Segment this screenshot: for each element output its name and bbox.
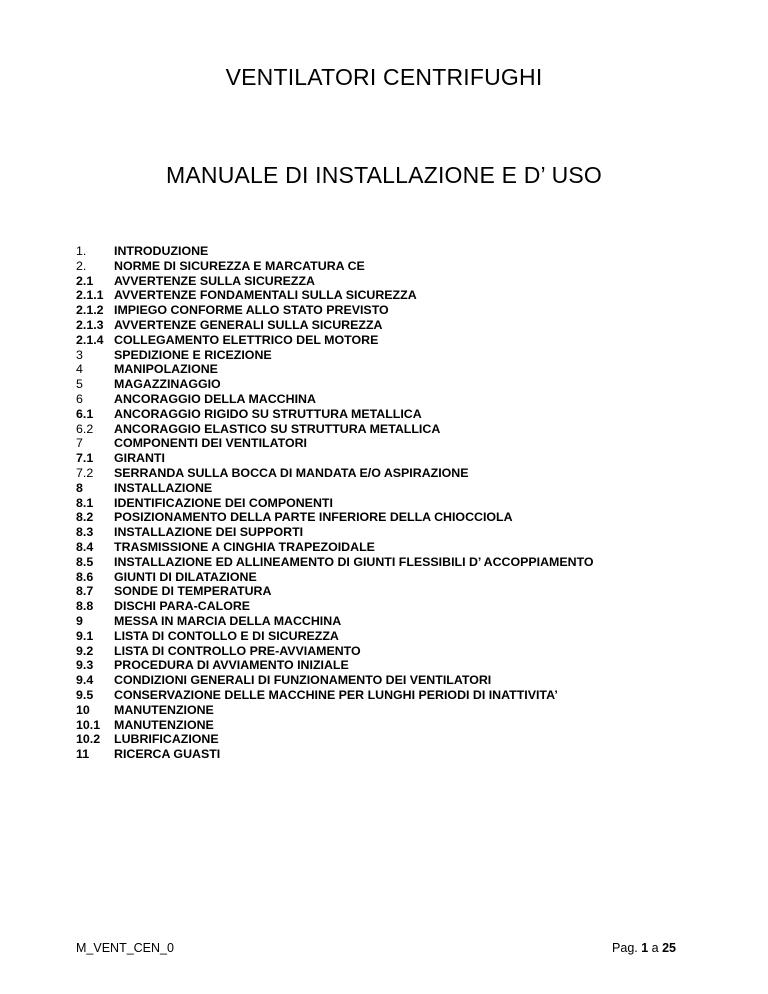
toc-item-label: INSTALLAZIONE ED ALLINEAMENTO DI GIUNTI FLESSIBILI D’ ACCOPPIAMENTO (114, 554, 594, 569)
toc-item-number: 9.3 (76, 658, 94, 673)
toc-item (76, 570, 594, 585)
toc-item-label: COLLEGAMENTO ELETTRICO DEL MOTORE (114, 332, 379, 347)
toc-item-number: 5 (76, 377, 83, 392)
toc-item-label: LISTA DI CONTOLLO E DI SICUREZZA (114, 628, 339, 643)
toc-item-label: SPEDIZIONE E RICEZIONE (114, 347, 272, 362)
toc-item-label: IDENTIFICAZIONE DEI COMPONENTI (114, 495, 333, 510)
toc-item-label: ANCORAGGIO RIGIDO SU STRUTTURA METALLICA (114, 406, 422, 421)
toc-item-label: IMPIEGO CONFORME ALLO STATO PREVISTO (114, 303, 389, 318)
toc-item-number: 6.2 (76, 421, 94, 436)
page-current: 1 (641, 941, 649, 955)
toc-item-label: MESSA IN MARCIA DELLA MACCHINA (114, 613, 342, 628)
toc-item (76, 658, 594, 673)
toc-item (76, 318, 594, 333)
toc-item (76, 510, 594, 525)
page-separator: a (648, 941, 663, 955)
toc-item-number: 2.1.3 (76, 317, 104, 332)
toc-item-number: 9.2 (76, 643, 94, 658)
toc-item (76, 732, 594, 747)
toc-item (76, 377, 594, 392)
toc-item (76, 481, 594, 496)
page-total: 25 (662, 941, 676, 955)
toc-item-label: PROCEDURA DI AVVIAMENTO INIZIALE (114, 658, 349, 673)
toc-item-number: 2.1.4 (76, 332, 104, 347)
toc-item (76, 392, 594, 407)
toc-item-label: ANCORAGGIO DELLA MACCHINA (114, 391, 316, 406)
toc-item-number: 2. (76, 258, 87, 273)
toc-item (76, 362, 594, 377)
toc-item (76, 348, 594, 363)
toc-item-number: 8.1 (76, 495, 94, 510)
toc-item (76, 259, 594, 274)
toc-item-number: 8 (76, 480, 83, 495)
toc-item (76, 244, 594, 259)
toc-item (76, 288, 594, 303)
toc-item (76, 629, 594, 644)
toc-item (76, 303, 594, 318)
toc-item (76, 274, 594, 289)
toc-item-label: LUBRIFICAZIONE (114, 732, 219, 747)
toc-item (76, 540, 594, 555)
toc-item-label: MANUTENZIONE (114, 717, 214, 732)
toc-item-number: 2.1.1 (76, 288, 104, 303)
toc-item-number: 8.6 (76, 569, 94, 584)
toc-item-number: 4 (76, 362, 83, 377)
toc-item (76, 407, 594, 422)
toc-item-label: DISCHI PARA-CALORE (114, 599, 251, 614)
toc-item-number: 10.1 (76, 717, 101, 732)
toc-item-number: 8.5 (76, 554, 94, 569)
toc-item-number: 7.1 (76, 451, 94, 466)
toc-item-number: 2.1 (76, 273, 94, 288)
toc-item-label: AVVERTENZE GENERALI SULLA SICUREZZA (114, 317, 383, 332)
toc-item-label: RICERCA GUASTI (114, 747, 221, 762)
toc-item-number: 10.2 (76, 732, 101, 747)
toc-item-number: 10 (76, 702, 90, 717)
toc-item (76, 525, 594, 540)
toc-item (76, 747, 594, 762)
toc-item-label: CONDIZIONI GENERALI DI FUNZIONAMENTO DEI VENTILATORI (114, 673, 492, 688)
toc-item (76, 599, 594, 614)
document-subtitle: MANUALE DI INSTALLAZIONE E D’ USO (165, 162, 603, 188)
toc-item (76, 688, 594, 703)
toc-item-label: GIUNTI DI DILATAZIONE (114, 569, 257, 584)
toc-item-number: 9 (76, 613, 83, 628)
footer-page-number (612, 941, 676, 955)
toc-item-number: 8.2 (76, 510, 94, 525)
toc-item (76, 436, 594, 451)
toc-item-label: COMPONENTI DEI VENTILATORI (114, 436, 307, 451)
toc-item-label: GIRANTI (114, 451, 165, 466)
toc-item-label: TRASMISSIONE A CINGHIA TRAPEZOIDALE (114, 539, 375, 554)
toc-item-label: INSTALLAZIONE DEI SUPPORTI (114, 525, 304, 540)
toc-item-label: POSIZIONAMENTO DELLA PARTE INFERIORE DELLA CHIOCCIOLA (114, 510, 513, 525)
toc-item (76, 333, 594, 348)
toc-item-number: 6 (76, 391, 83, 406)
toc-item-number: 7 (76, 436, 83, 451)
toc-item (76, 422, 594, 437)
table-of-contents (76, 244, 594, 762)
toc-item-number: 6.1 (76, 406, 94, 421)
toc-item-number: 9.5 (76, 687, 94, 702)
toc-item-number: 8.3 (76, 525, 94, 540)
toc-item-label: MAGAZZINAGGIO (114, 377, 221, 392)
toc-item-number: 8.7 (76, 584, 94, 599)
toc-item (76, 718, 594, 733)
toc-item (76, 614, 594, 629)
toc-item-label: ANCORAGGIO ELASTICO SU STRUTTURA METALLICA (114, 421, 441, 436)
toc-item-label: NORME DI SICUREZZA E MARCATURA CE (114, 258, 365, 273)
toc-item-number: 11 (76, 747, 90, 762)
toc-item-label: MANUTENZIONE (114, 702, 214, 717)
toc-item (76, 644, 594, 659)
toc-item (76, 673, 594, 688)
toc-item-label: SONDE DI TEMPERATURA (114, 584, 272, 599)
toc-item-number: 2.1.2 (76, 303, 104, 318)
toc-item-number: 3 (76, 347, 83, 362)
toc-item (76, 466, 594, 481)
toc-item-label: SERRANDA SULLA BOCCA DI MANDATA E/O ASPIRAZIONE (114, 465, 469, 480)
toc-item (76, 496, 594, 511)
toc-item-label: AVVERTENZE SULLA SICUREZZA (114, 273, 316, 288)
toc-item-label: MANIPOLAZIONE (114, 362, 218, 377)
document-title: VENTILATORI CENTRIFUGHI (225, 64, 543, 90)
toc-item-number: 8.8 (76, 599, 94, 614)
toc-item-label: INSTALLAZIONE (114, 480, 213, 495)
toc-item-number: 7.2 (76, 465, 94, 480)
toc-item-number: 8.4 (76, 539, 94, 554)
toc-item-label: INTRODUZIONE (114, 244, 209, 258)
toc-item-number: 9.4 (76, 673, 94, 688)
toc-item (76, 555, 594, 570)
toc-item (76, 451, 594, 466)
toc-item-label: AVVERTENZE FONDAMENTALI SULLA SICUREZZA (114, 288, 417, 303)
page-prefix: Pag. (612, 941, 642, 955)
toc-item-label: LISTA DI CONTROLLO PRE-AVVIAMENTO (114, 643, 361, 658)
toc-item-number: 9.1 (76, 628, 94, 643)
toc-item (76, 584, 594, 599)
footer-doc-code: M_VENT_CEN_0 (76, 941, 174, 955)
toc-item-number: 1. (76, 244, 87, 258)
toc-item-label: CONSERVAZIONE DELLE MACCHINE PER LUNGHI PERIODI DI INATTIVITA’ (114, 687, 558, 702)
toc-item (76, 703, 594, 718)
